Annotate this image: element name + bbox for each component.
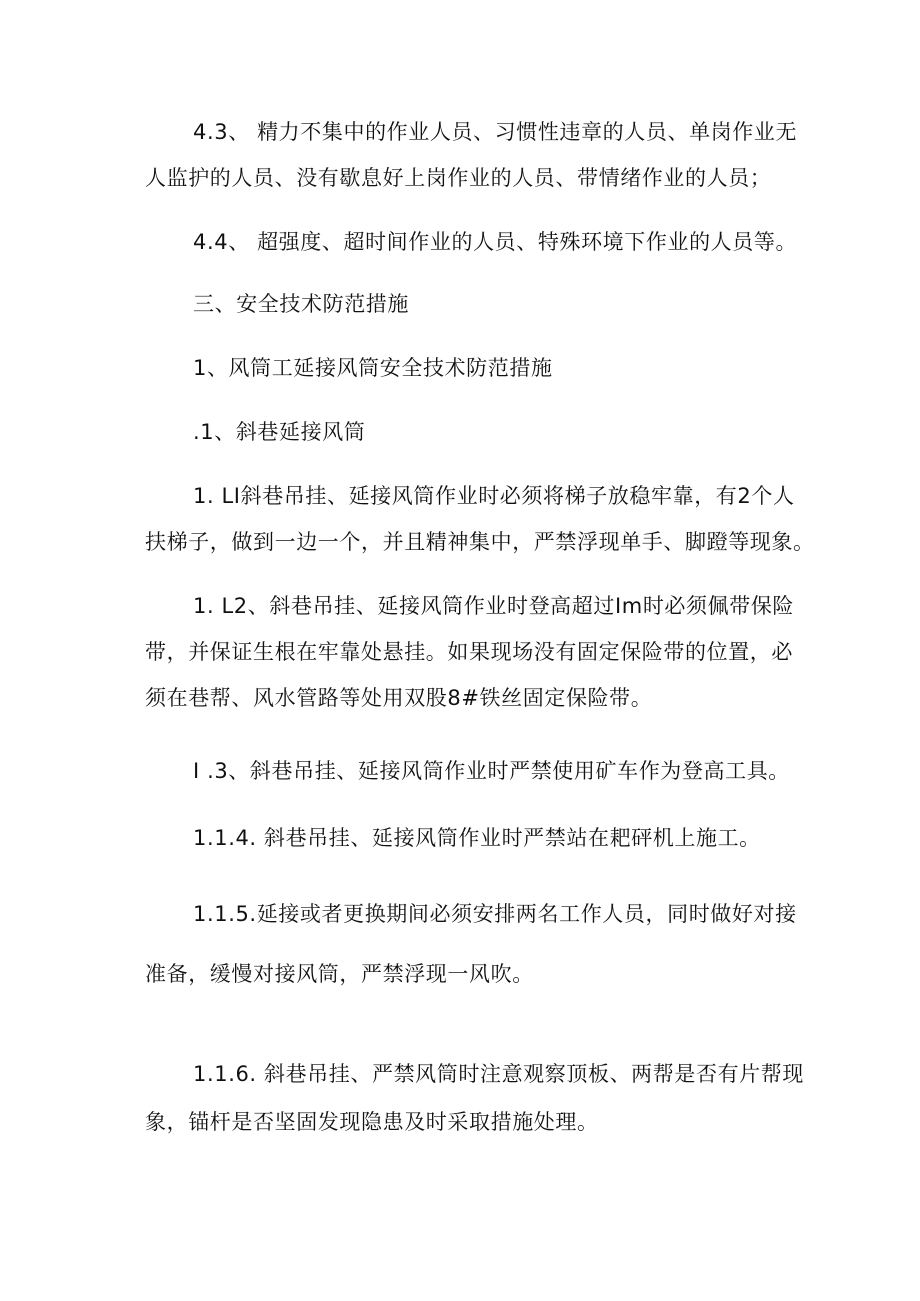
para-4-3-line-1: 4.3、 精力不集中的作业人员、习惯性违章的人员、单岗作业无 xyxy=(193,120,798,144)
item-1-1-1-line-2: 扶梯子，做到一边一个，并且精神集中，严禁浮现单手、脚蹬等现象。 xyxy=(145,530,815,554)
item-1-1-6-line-1: 1.1.6. 斜巷吊挂、严禁风筒时注意观察顶板、两帮是否有片帮现 xyxy=(193,1062,804,1086)
para-4-4: 4.4、 超强度、超时间作业的人员、特殊环境下作业的人员等。 xyxy=(193,230,798,254)
item-1-1-2-line-2: 带，并保证生根在牢靠处悬挂。如果现场没有固定保险带的位置，必 xyxy=(145,640,793,664)
item-1-1-1-line-1: 1. LI斜巷吊挂、延接风筒作业时必须将梯子放稳牢靠，有2个人 xyxy=(193,484,795,508)
subsection-heading-1: 1、风筒工延接风筒安全技术防范措施 xyxy=(193,356,553,380)
item-1-1-4: 1.1.4. 斜巷吊挂、延接风筒作业时严禁站在耙砰机上施工。 xyxy=(193,826,761,850)
item-1-1-6-line-2: 象，锚杆是否坚固发现隐患及时采取措施处理。 xyxy=(145,1110,599,1134)
subsection-heading-1-1: .1、斜巷延接风筒 xyxy=(193,420,366,444)
item-1-1-2-line-1: 1. L2、斜巷吊挂、延接风筒作业时登高超过Im时必须佩带保险 xyxy=(193,594,795,618)
section-heading-3: 三、安全技术防范措施 xyxy=(193,292,409,316)
item-1-1-2-line-3: 须在巷帮、风水管路等处用双股8#铁丝固定保险带。 xyxy=(145,686,653,710)
item-1-1-5-line-1: 1.1.5.延接或者更换期间必须安排两名工作人员，同时做好对接 xyxy=(193,902,797,926)
item-1-1-5-line-2: 准备，缓慢对接风筒，严禁浮现一风吹。 xyxy=(145,962,534,986)
item-1-1-3: I .3、斜巷吊挂、延接风筒作业时严禁使用矿车作为登高工具。 xyxy=(193,759,790,783)
para-4-3-line-2: 人监护的人员、没有歇息好上岗作业的人员、带情绪作业的人员； xyxy=(145,166,772,190)
